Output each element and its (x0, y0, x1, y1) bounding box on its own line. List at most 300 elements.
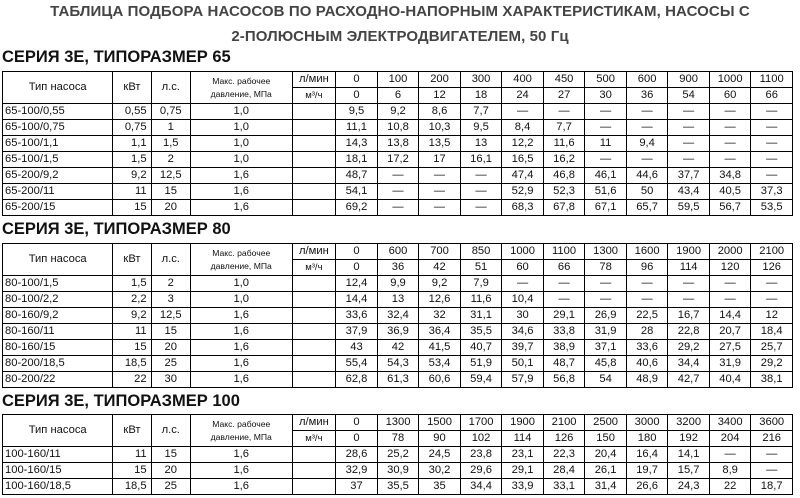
unit-spacer-cell (292, 308, 336, 324)
pump-row (3, 120, 793, 136)
head-value-cell: — (543, 104, 585, 120)
head-value-cell: 9,5 (460, 120, 502, 136)
head-value-cell: 29,1 (543, 308, 585, 324)
flow-lmin-cell: 2100 (543, 415, 585, 431)
head-value-cell: 22 (709, 479, 751, 495)
head-value-cell: — (585, 276, 627, 292)
pump-name-cell: 100-160/11 (3, 447, 113, 463)
head-value-cell: 32,4 (377, 308, 419, 324)
head-value-cell: 31,4 (585, 479, 627, 495)
head-value-cell: 13,5 (419, 136, 461, 152)
head-value-cell: 31,1 (460, 308, 502, 324)
head-value-cell: 18,7 (751, 479, 793, 495)
flow-lmin-cell: 200 (419, 72, 461, 88)
head-value-cell: — (626, 292, 668, 308)
head-value-cell: 37 (336, 479, 378, 495)
pump-name-cell: 65-100/1,5 (3, 152, 113, 168)
flow-lmin-cell: 1700 (460, 415, 502, 431)
head-value-cell: 19,7 (626, 463, 668, 479)
head-value-cell: 26,1 (585, 463, 627, 479)
unit-spacer-cell (292, 136, 336, 152)
head-value-cell: 29,6 (460, 463, 502, 479)
pump-row (3, 324, 793, 340)
pump-name-cell: 65-100/1,1 (3, 136, 113, 152)
head-value-cell: 11 (585, 136, 627, 152)
header-max-pressure-line1: Макс. рабочее (212, 418, 271, 429)
pump-kw-cell: 11 (113, 447, 151, 463)
pump-hp-cell: 0,75 (151, 104, 190, 120)
flow-lmin-cell: 2000 (709, 244, 751, 260)
flow-m3h-cell: 36 (377, 260, 419, 276)
head-value-cell: 31,9 (585, 324, 627, 340)
header-row (3, 244, 793, 260)
head-value-cell: 56,8 (543, 372, 585, 388)
pump-hp-cell: 15 (151, 184, 190, 200)
flow-m3h-cell: 0 (336, 431, 378, 447)
head-value-cell: 40,7 (460, 340, 502, 356)
head-value-cell: — (585, 152, 627, 168)
head-value-cell: — (419, 200, 461, 216)
head-value-cell: — (668, 152, 710, 168)
header-max-pressure-line1: Макс. рабочее (212, 247, 271, 258)
head-value-cell: 56,7 (709, 200, 751, 216)
head-value-cell: 22,8 (668, 324, 710, 340)
pump-row (3, 308, 793, 324)
head-value-cell: 40,4 (709, 372, 751, 388)
head-value-cell: 30,9 (377, 463, 419, 479)
head-value-cell: 37,1 (585, 340, 627, 356)
head-value-cell: 25,2 (377, 447, 419, 463)
head-value-cell: — (419, 184, 461, 200)
flow-lmin-cell: 1100 (751, 72, 793, 88)
pump-pressure-cell: 1,0 (190, 120, 292, 136)
head-value-cell: 26,6 (626, 479, 668, 495)
head-value-cell: 24,5 (419, 447, 461, 463)
head-value-cell: 67,8 (543, 200, 585, 216)
flow-m3h-cell: 90 (419, 431, 461, 447)
flow-lmin-cell: 1900 (668, 244, 710, 260)
flow-lmin-cell: 500 (585, 72, 627, 88)
pump-kw-cell: 15 (113, 463, 151, 479)
pump-kw-cell: 11 (113, 324, 151, 340)
head-value-cell: 41,5 (419, 340, 461, 356)
flow-m3h-cell: 114 (668, 260, 710, 276)
flow-lmin-cell: 1000 (709, 72, 751, 88)
head-value-cell: 65,7 (626, 200, 668, 216)
head-value-cell: 16,5 (502, 152, 544, 168)
head-value-cell: — (585, 292, 627, 308)
pump-kw-cell: 1,5 (113, 152, 151, 168)
unit-spacer-cell (292, 356, 336, 372)
flow-lmin-cell: 450 (543, 72, 585, 88)
head-value-cell: 38,9 (543, 340, 585, 356)
unit-spacer-cell (292, 168, 336, 184)
head-value-cell: 14,4 (336, 292, 378, 308)
header-max-pressure-line2: давление, МПа (210, 88, 272, 99)
head-value-cell: 53,4 (419, 356, 461, 372)
pump-hp-cell: 30 (151, 372, 190, 388)
head-value-cell: 9,4 (626, 136, 668, 152)
head-value-cell: 31,9 (709, 356, 751, 372)
head-value-cell: 48,7 (543, 356, 585, 372)
head-value-cell: 7,7 (543, 120, 585, 136)
pump-row (3, 463, 793, 479)
pump-hp-cell: 2 (151, 152, 190, 168)
head-value-cell: 54 (585, 372, 627, 388)
head-value-cell: 13 (460, 136, 502, 152)
pump-name-cell: 80-160/11 (3, 324, 113, 340)
pump-pressure-cell: 1,6 (190, 200, 292, 216)
flow-m3h-cell: 6 (377, 88, 419, 104)
head-value-cell: — (626, 120, 668, 136)
flow-m3h-cell: 120 (709, 260, 751, 276)
flow-m3h-cell: 0 (336, 88, 378, 104)
document-title-line1: ТАБЛИЦА ПОДБОРА НАСОСОВ ПО РАСХОДНО-НАПОРНЫМ ХАРАКТЕРИСТИКАМ, НАСОСЫ С (50, 3, 750, 20)
pump-name-cell: 65-200/15 (3, 200, 113, 216)
head-value-cell: 12,6 (419, 292, 461, 308)
head-value-cell: 42 (377, 340, 419, 356)
pump-name-cell: 80-200/22 (3, 372, 113, 388)
flow-lmin-cell: 600 (626, 72, 668, 88)
head-value-cell: — (751, 152, 793, 168)
flow-m3h-cell: 66 (543, 260, 585, 276)
head-value-cell: 33,8 (543, 324, 585, 340)
header-row (3, 72, 793, 88)
head-value-cell: 40,5 (709, 184, 751, 200)
head-value-cell: 14,3 (336, 136, 378, 152)
document-title-line2: 2-ПОЛЮСНЫМ ЭЛЕКТРОДВИГАТЕЛЕМ, 50 Гц (231, 28, 569, 45)
head-value-cell: — (668, 120, 710, 136)
head-value-cell: 35 (419, 479, 461, 495)
head-value-cell: 54,3 (377, 356, 419, 372)
header-pump-type: Тип насоса (3, 72, 113, 104)
header-max-pressure (190, 72, 292, 104)
head-value-cell: 33,1 (543, 479, 585, 495)
head-value-cell: 8,9 (709, 463, 751, 479)
head-value-cell: 23,8 (460, 447, 502, 463)
unit-spacer-cell (292, 276, 336, 292)
head-value-cell: — (709, 104, 751, 120)
flow-m3h-cell: 66 (751, 88, 793, 104)
pump-kw-cell: 1,1 (113, 136, 151, 152)
pump-row (3, 184, 793, 200)
head-value-cell: 51,6 (585, 184, 627, 200)
head-value-cell: 34,6 (502, 324, 544, 340)
pump-kw-cell: 15 (113, 340, 151, 356)
pump-row (3, 200, 793, 216)
flow-lmin-cell: 850 (460, 244, 502, 260)
flow-lmin-cell: 1600 (626, 244, 668, 260)
head-value-cell: — (585, 104, 627, 120)
head-value-cell: 14,4 (709, 308, 751, 324)
pump-name-cell: 65-100/0,55 (3, 104, 113, 120)
pump-name-cell: 80-160/15 (3, 340, 113, 356)
flow-lmin-cell: 1300 (377, 415, 419, 431)
head-value-cell: 37,7 (668, 168, 710, 184)
head-value-cell: 17,2 (377, 152, 419, 168)
pump-hp-cell: 1,5 (151, 136, 190, 152)
pump-table-80 (2, 243, 793, 388)
head-value-cell: 35,5 (460, 324, 502, 340)
pump-row (3, 356, 793, 372)
head-value-cell: 29,1 (502, 463, 544, 479)
head-value-cell: 33,9 (502, 479, 544, 495)
pump-name-cell: 80-100/1,5 (3, 276, 113, 292)
pump-row (3, 292, 793, 308)
pump-hp-cell: 12,5 (151, 308, 190, 324)
flow-m3h-cell: 126 (751, 260, 793, 276)
header-hp: л.с. (151, 72, 190, 104)
head-value-cell: 14,1 (668, 447, 710, 463)
head-value-cell: — (751, 120, 793, 136)
head-value-cell: 29,2 (668, 340, 710, 356)
flow-lmin-cell: 0 (336, 72, 378, 88)
head-value-cell: 12 (751, 308, 793, 324)
head-value-cell: 9,9 (377, 276, 419, 292)
head-value-cell: 36,4 (419, 324, 461, 340)
head-value-cell: 47,4 (502, 168, 544, 184)
head-value-cell: 13,8 (377, 136, 419, 152)
pump-hp-cell: 15 (151, 447, 190, 463)
header-max-pressure-line2: давление, МПа (210, 431, 272, 442)
head-value-cell: 45,8 (585, 356, 627, 372)
head-value-cell: 32 (419, 308, 461, 324)
pump-table-100 (2, 414, 793, 495)
head-value-cell: 34,8 (709, 168, 751, 184)
flow-m3h-cell: 150 (585, 431, 627, 447)
flow-m3h-cell: 126 (543, 431, 585, 447)
head-value-cell: 46,1 (585, 168, 627, 184)
pump-name-cell: 80-160/9,2 (3, 308, 113, 324)
flow-m3h-cell: 60 (709, 88, 751, 104)
head-value-cell: 11,6 (460, 292, 502, 308)
pump-row (3, 104, 793, 120)
header-unit-lmin: л/мин (292, 244, 336, 260)
flow-lmin-cell: 300 (460, 72, 502, 88)
pump-kw-cell: 18,5 (113, 479, 151, 495)
flow-lmin-cell: 3200 (668, 415, 710, 431)
head-value-cell: 36,9 (377, 324, 419, 340)
pump-kw-cell: 9,2 (113, 168, 151, 184)
header-max-pressure-line1: Макс. рабочее (212, 75, 271, 86)
head-value-cell: 12,2 (502, 136, 544, 152)
head-value-cell: 9,2 (419, 276, 461, 292)
head-value-cell: 17 (419, 152, 461, 168)
pump-table-65 (2, 71, 793, 216)
flow-lmin-cell: 1300 (585, 244, 627, 260)
pump-hp-cell: 12,5 (151, 168, 190, 184)
head-value-cell: — (460, 200, 502, 216)
head-value-cell: 46,8 (543, 168, 585, 184)
pump-pressure-cell: 1,6 (190, 463, 292, 479)
head-value-cell: 9,5 (336, 104, 378, 120)
pump-pressure-cell: 1,6 (190, 168, 292, 184)
head-value-cell: 60,6 (419, 372, 461, 388)
header-max-pressure-line2: давление, МПа (210, 260, 272, 271)
head-value-cell: 8,4 (502, 120, 544, 136)
section-title-100: СЕРИЯ 3Е, ТИПОРАЗМЕР 100 (2, 392, 240, 410)
pump-pressure-cell: 1,0 (190, 276, 292, 292)
section-title-65: СЕРИЯ 3Е, ТИПОРАЗМЕР 65 (2, 48, 231, 66)
pump-row (3, 152, 793, 168)
pump-kw-cell: 11 (113, 184, 151, 200)
unit-spacer-cell (292, 152, 336, 168)
head-value-cell: — (751, 447, 793, 463)
head-value-cell: — (543, 276, 585, 292)
head-value-cell: 35,5 (377, 479, 419, 495)
head-value-cell: — (377, 200, 419, 216)
section-title-80: СЕРИЯ 3Е, ТИПОРАЗМЕР 80 (2, 220, 231, 238)
flow-lmin-cell: 3000 (626, 415, 668, 431)
flow-m3h-cell: 54 (668, 88, 710, 104)
head-value-cell: 18,4 (751, 324, 793, 340)
flow-m3h-cell: 30 (585, 88, 627, 104)
pump-kw-cell: 18,5 (113, 356, 151, 372)
pump-row (3, 340, 793, 356)
head-value-cell: 37,9 (336, 324, 378, 340)
head-value-cell: — (668, 276, 710, 292)
flow-m3h-cell: 102 (460, 431, 502, 447)
flow-lmin-cell: 0 (336, 415, 378, 431)
head-value-cell: 44,6 (626, 168, 668, 184)
head-value-cell: — (751, 168, 793, 184)
head-value-cell: 16,2 (543, 152, 585, 168)
head-value-cell: — (668, 104, 710, 120)
head-value-cell: — (709, 447, 751, 463)
header-hp: л.с. (151, 244, 190, 276)
head-value-cell: — (377, 168, 419, 184)
pump-pressure-cell: 1,0 (190, 136, 292, 152)
pump-hp-cell: 3 (151, 292, 190, 308)
flow-m3h-cell: 36 (626, 88, 668, 104)
header-kw: кВт (113, 244, 151, 276)
head-value-cell: 8,6 (419, 104, 461, 120)
pump-row (3, 372, 793, 388)
pump-row (3, 168, 793, 184)
head-value-cell: 25,7 (751, 340, 793, 356)
head-value-cell: 16,7 (668, 308, 710, 324)
flow-lmin-cell: 600 (377, 244, 419, 260)
unit-spacer-cell (292, 292, 336, 308)
header-hp: л.с. (151, 415, 190, 447)
flow-m3h-cell: 27 (543, 88, 585, 104)
head-value-cell: 23,1 (502, 447, 544, 463)
flow-lmin-cell: 400 (502, 72, 544, 88)
head-value-cell: — (709, 276, 751, 292)
flow-lmin-cell: 2100 (751, 244, 793, 260)
head-value-cell: — (626, 104, 668, 120)
pump-hp-cell: 1 (151, 120, 190, 136)
flow-m3h-cell: 12 (419, 88, 461, 104)
header-kw: кВт (113, 415, 151, 447)
head-value-cell: — (626, 152, 668, 168)
head-value-cell: — (751, 463, 793, 479)
head-value-cell: 34,4 (668, 356, 710, 372)
header-pump-type: Тип насоса (3, 415, 113, 447)
head-value-cell: — (585, 120, 627, 136)
flow-m3h-cell: 192 (668, 431, 710, 447)
pump-hp-cell: 2 (151, 276, 190, 292)
pump-kw-cell: 1,5 (113, 276, 151, 292)
head-value-cell: 24,3 (668, 479, 710, 495)
head-value-cell: — (377, 184, 419, 200)
head-value-cell: 52,3 (543, 184, 585, 200)
head-value-cell: — (751, 104, 793, 120)
pump-pressure-cell: 1,6 (190, 184, 292, 200)
head-value-cell: 62,8 (336, 372, 378, 388)
flow-lmin-cell: 2500 (585, 415, 627, 431)
head-value-cell: 30 (502, 308, 544, 324)
head-value-cell: 10,8 (377, 120, 419, 136)
head-value-cell: 69,2 (336, 200, 378, 216)
header-max-pressure (190, 415, 292, 447)
unit-spacer-cell (292, 104, 336, 120)
flow-lmin-cell: 0 (336, 244, 378, 260)
head-value-cell: — (668, 292, 710, 308)
flow-m3h-cell: 0 (336, 260, 378, 276)
flow-m3h-cell: 114 (502, 431, 544, 447)
unit-spacer-cell (292, 184, 336, 200)
head-value-cell: 20,4 (585, 447, 627, 463)
head-value-cell: 48,9 (626, 372, 668, 388)
pump-row (3, 136, 793, 152)
head-value-cell: 32,9 (336, 463, 378, 479)
head-value-cell: 39,7 (502, 340, 544, 356)
flow-m3h-cell: 42 (419, 260, 461, 276)
head-value-cell: 42,7 (668, 372, 710, 388)
pump-kw-cell: 0,75 (113, 120, 151, 136)
flow-m3h-cell: 78 (585, 260, 627, 276)
head-value-cell: 22,5 (626, 308, 668, 324)
flow-m3h-cell: 216 (751, 431, 793, 447)
pump-pressure-cell: 1,6 (190, 479, 292, 495)
head-value-cell: — (751, 276, 793, 292)
pump-pressure-cell: 1,0 (190, 292, 292, 308)
head-value-cell: 59,4 (460, 372, 502, 388)
head-value-cell: 52,9 (502, 184, 544, 200)
unit-spacer-cell (292, 463, 336, 479)
pump-kw-cell: 0,55 (113, 104, 151, 120)
pump-pressure-cell: 1,0 (190, 104, 292, 120)
head-value-cell: — (460, 168, 502, 184)
pump-kw-cell: 15 (113, 200, 151, 216)
head-value-cell: — (626, 276, 668, 292)
pump-kw-cell: 22 (113, 372, 151, 388)
head-value-cell: 11,6 (543, 136, 585, 152)
head-value-cell: 28 (626, 324, 668, 340)
pump-name-cell: 80-100/2,2 (3, 292, 113, 308)
head-value-cell: 40,6 (626, 356, 668, 372)
head-value-cell: 29,2 (751, 356, 793, 372)
pump-name-cell: 65-100/0,75 (3, 120, 113, 136)
head-value-cell: 37,3 (751, 184, 793, 200)
flow-lmin-cell: 700 (419, 244, 461, 260)
pump-pressure-cell: 1,6 (190, 447, 292, 463)
header-unit-m3h: м³/ч (292, 88, 336, 104)
pump-hp-cell: 20 (151, 340, 190, 356)
head-value-cell: 33,6 (626, 340, 668, 356)
pump-kw-cell: 9,2 (113, 308, 151, 324)
head-value-cell: 68,3 (502, 200, 544, 216)
header-unit-lmin: л/мин (292, 415, 336, 431)
header-unit-m3h: м³/ч (292, 431, 336, 447)
pump-name-cell: 65-200/11 (3, 184, 113, 200)
head-value-cell: — (751, 292, 793, 308)
head-value-cell: 10,3 (419, 120, 461, 136)
pump-name-cell: 80-200/18,5 (3, 356, 113, 372)
flow-m3h-cell: 204 (709, 431, 751, 447)
head-value-cell: — (709, 120, 751, 136)
